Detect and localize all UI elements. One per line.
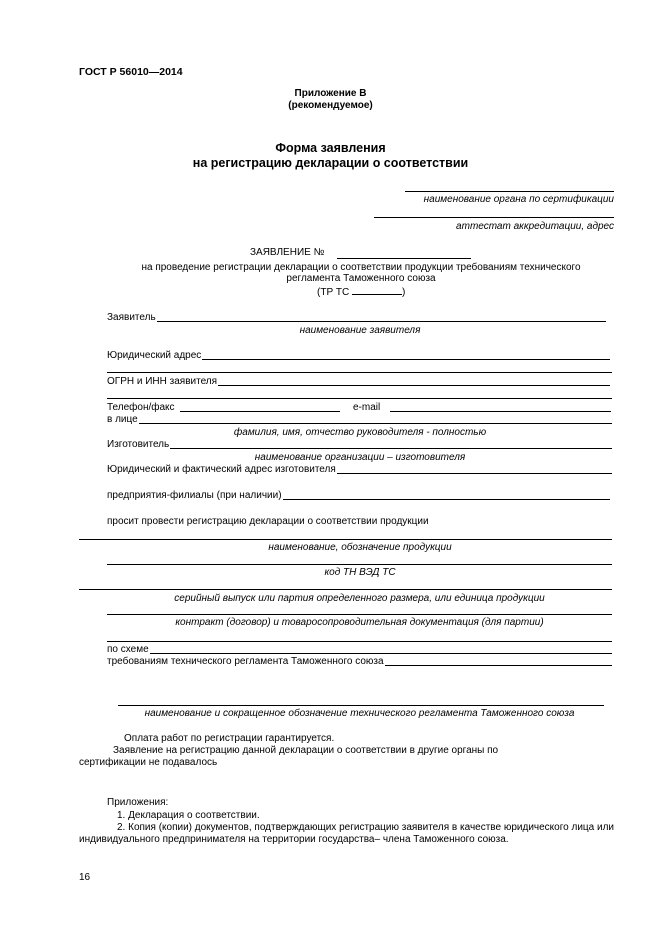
statement-label: ЗАЯВЛЕНИЕ № [250,247,325,258]
ogrn-inn-label: ОГРН и ИНН заявителя [107,376,218,387]
branches-field[interactable] [107,490,610,502]
ogrn-inn-field[interactable] [107,376,610,388]
ogrn-inn-line-2[interactable] [107,398,612,399]
page-number: 16 [79,872,91,883]
certification-body-caption: наименование органа по сертификации [423,194,614,205]
regulation-caption: наименование и сокращенное обозначение технического регламента Таможенного союза [144,708,575,719]
tn-ved-caption: код ТН ВЭД ТС [324,567,396,578]
contract-caption: контракт (договор) и товаросопроводительная документация (для партии) [175,617,544,628]
form-subtitle: на регистрацию декларации о соответствии [192,156,469,170]
not-submitted-statement-2: сертификации не подавалось [79,757,218,768]
in-person-field[interactable] [107,414,612,426]
branches-label: предприятия-филиалы (при наличии) [107,490,282,501]
tr-ts-suffix: ) [402,287,406,298]
product-line[interactable] [79,539,612,540]
statement-number-line[interactable] [337,258,471,259]
accreditation-line[interactable] [374,217,614,218]
series-line[interactable] [79,589,612,590]
email-label: e-mail [353,402,381,413]
appendix-subtitle: (рекомендуемое) [288,100,373,111]
not-submitted-statement-1: Заявление на регистрацию данной декларации о соответствии в другие органы по [113,745,499,756]
form-title: Форма заявления [275,141,386,155]
statement-heading [250,247,324,259]
in-person-label: в лице [107,414,138,425]
standard-number: ГОСТ Р 56010—2014 [79,66,183,78]
phone-fax-label: Телефон/факс [107,402,175,413]
accreditation-caption: аттестат аккредитации, адрес [456,221,614,232]
series-caption: серийный выпуск или партия определенного размера, или единица продукции [174,593,545,604]
contract-line[interactable] [107,614,612,615]
scheme-label: по схеме [107,644,149,655]
statement-line-2: регламента Таможенного союза [286,273,436,284]
statement-line-1: на проведение регистрации декларации о соответствии продукции требованиям технического [141,262,581,273]
attachment-item-2: 2. Копия (копии) документов, подтверждающих регистрацию заявителя в качестве юридического лица или индивидуального предпринимателя на территории государства– члена Таможенного союза. [79,822,614,845]
manufacturer-address-field[interactable] [107,464,612,476]
manufacturer-caption: наименование организации – изготовителя [254,452,466,463]
tr-ts-number-field[interactable] [352,285,402,295]
scheme-field[interactable] [107,644,612,656]
phone-fax-field[interactable] [107,402,340,414]
requirements-label: требованиям технического регламента Таможенного союза [107,656,384,667]
legal-address-line-2[interactable] [107,372,612,373]
contract-line-2[interactable] [107,641,612,642]
applicant-caption: наименование заявителя [299,325,421,336]
manufacturer-address-label: Юридический и фактический адрес изготовителя [107,464,336,475]
email-field[interactable] [353,402,611,414]
certification-body-line[interactable] [405,191,614,192]
payment-statement: Оплата работ по регистрации гарантируется. [124,733,335,744]
manufacturer-label: Изготовитель [107,439,170,450]
attachment-item-1: 1. Декларация о соответствии. [117,810,260,821]
requirements-field[interactable] [107,656,612,668]
applicant-field[interactable] [107,312,606,324]
legal-address-label: Юридический адрес [107,350,202,361]
manufacturer-field[interactable] [107,439,612,451]
attachments-title: Приложения: [107,797,169,808]
request-text: просит провести регистрацию декларации о соответствии продукции [107,516,429,527]
statement-line-3 [317,285,405,299]
appendix-title: Приложение В [294,88,367,99]
tn-ved-line[interactable] [107,564,612,565]
in-person-caption: фамилия, имя, отчество руководителя - полностью [233,427,487,438]
applicant-label: Заявитель [107,312,156,323]
tr-ts-prefix: (ТР ТС [317,287,352,298]
product-caption: наименование, обозначение продукции [268,542,452,553]
legal-address-field[interactable] [107,350,610,362]
regulation-line[interactable] [118,705,604,706]
